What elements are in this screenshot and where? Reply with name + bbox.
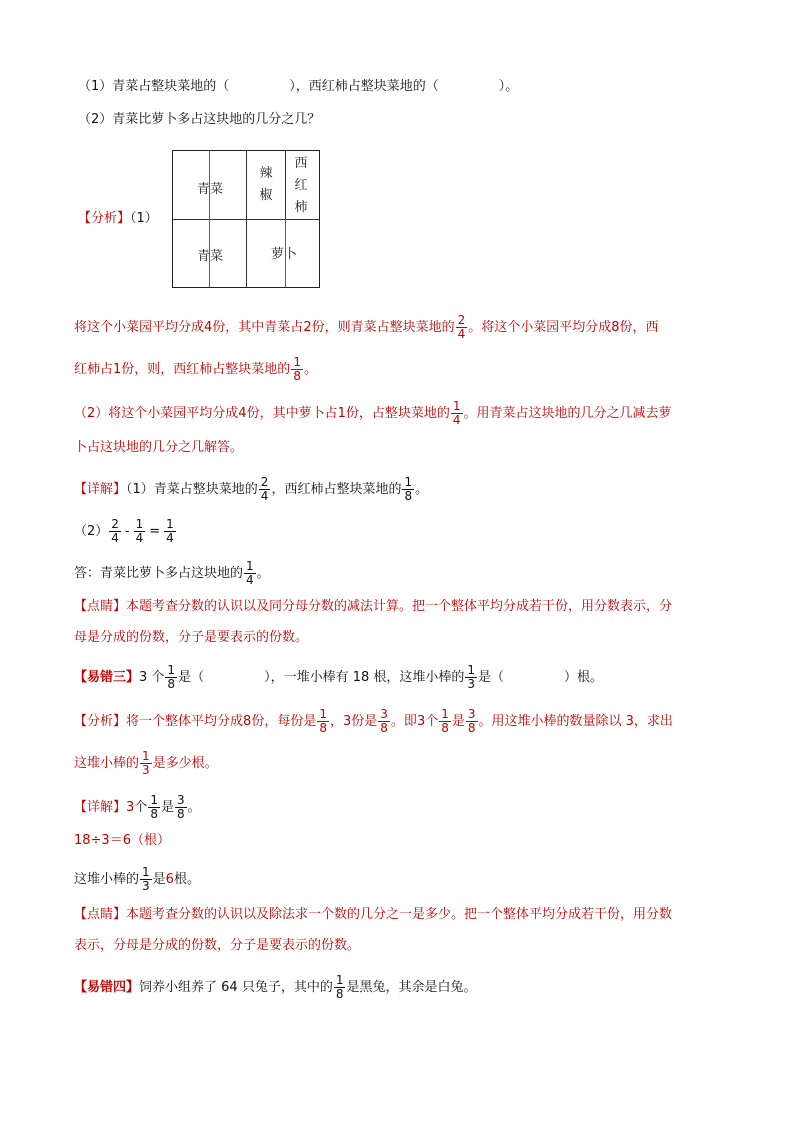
text: ， (329, 714, 343, 729)
numerator: 2 (111, 517, 119, 531)
q1-text-c: ）。 (498, 79, 519, 94)
numerator: 1 (335, 973, 344, 987)
detail3-calc: 18÷3＝6（根） (74, 833, 170, 848)
cell-top-mid-label: 辣椒 (259, 166, 273, 203)
point-tag: 【点睛】 (74, 599, 127, 614)
text: 。 (187, 800, 201, 815)
denominator: 8 (335, 987, 344, 1001)
question-line-2 (78, 110, 320, 130)
text: 份，则，西红柿占整块菜地的 (121, 362, 291, 377)
q2-text: （2）青菜比萝卜多占这块地的几分之几？ (78, 112, 321, 127)
fraction-1-8 (439, 708, 451, 735)
fraction-3-8 (466, 708, 478, 735)
text: 。用这堆小棒的数量除以 3，求出 (478, 714, 673, 729)
text: 。用青菜占这块地的几分之几减去萝 (463, 406, 672, 421)
text: 份，占整块菜地的 (345, 406, 450, 421)
number: 4 (204, 320, 213, 335)
text: 母是分成的份数，分子是要表示的份数。 (74, 630, 309, 645)
text: ，西红柿占整块菜地的 (271, 482, 402, 497)
text: 是（ (478, 670, 505, 685)
denominator: 8 (293, 369, 301, 383)
fraction-1-4 (134, 518, 146, 545)
question-line-1 (78, 77, 518, 97)
number: 1 (113, 362, 122, 377)
fraction-1-8 (291, 356, 303, 383)
detail-tag: 【详解】 (74, 800, 127, 815)
text: 份，则青菜占整块菜地的 (311, 320, 455, 335)
analysis3-line-1 (74, 708, 673, 735)
detail-equation (74, 518, 177, 545)
number: 2 (303, 320, 312, 335)
text: （2）将这个小菜园平均分成 (74, 406, 239, 421)
text: 这堆小棒的 (74, 756, 140, 771)
equals-sign: = (149, 524, 161, 539)
numerator: 1 (142, 749, 150, 763)
number: 3 (416, 714, 426, 729)
vegetable-garden-diagram (172, 150, 320, 288)
error3-question (74, 664, 603, 691)
numerator: 1 (467, 663, 476, 677)
numerator: 1 (293, 355, 301, 369)
number: 4 (238, 406, 247, 421)
text: ）根。 (564, 670, 604, 685)
text: 。将这个小菜园平均分成 (468, 320, 612, 335)
numerator: 1 (246, 559, 254, 573)
fraction-2-4 (109, 518, 121, 545)
denominator: 4 (111, 531, 119, 545)
fraction-1-8 (165, 664, 177, 691)
point3-line-1 (74, 905, 672, 925)
fraction-2-4 (259, 476, 271, 503)
vertical-divider (246, 151, 247, 287)
denominator: 8 (467, 721, 476, 735)
text: 根。 (173, 872, 200, 887)
red-divider-left (209, 151, 210, 287)
cell-top-right-label: 西红柿 (294, 156, 308, 215)
text: 。 (415, 482, 429, 497)
fraction-1-3 (140, 750, 152, 777)
text: ），一堆小棒有 18 根，这堆小棒的 (264, 670, 465, 685)
analysis-part1-label: （1） (130, 211, 158, 226)
text: 。 (303, 362, 317, 377)
fraction-1-3 (140, 866, 152, 893)
numerator: 1 (441, 707, 449, 721)
text: 表示，分母是分成的份数，分子是要表示的份数。 (74, 938, 361, 953)
detail-tag: 【详解】 (74, 482, 127, 497)
text: 将这个小菜园平均分成 (74, 320, 205, 335)
detail3-answer (74, 866, 200, 893)
analysis-heading (78, 209, 158, 229)
text: 卜占这块地的几分之几解答。 (74, 440, 244, 455)
point-tag: 【点睛】 (74, 907, 127, 922)
text: 将一个整体平均分成 (126, 714, 244, 729)
error3-tag: 【易错三】 (74, 670, 140, 685)
numerator: 2 (457, 313, 466, 327)
text: 个 (134, 800, 148, 815)
numerator: 1 (319, 707, 327, 721)
text: 答：青菜比萝卜多占这块地的 (74, 566, 244, 581)
text: 。即 (390, 714, 417, 729)
numerator: 1 (135, 517, 144, 531)
detail-answer (74, 560, 270, 587)
numerator: 1 (142, 865, 150, 879)
error4-tag: 【易错四】 (74, 980, 140, 995)
cell-bottom-left-label: 青菜 (197, 249, 224, 264)
text: 是（ (178, 670, 205, 685)
fraction-1-4 (244, 560, 256, 587)
number: 3 (126, 800, 135, 815)
cell-bottom-right-label: 萝卜 (271, 247, 298, 262)
text: 份是 (351, 714, 378, 729)
numerator: 2 (260, 475, 269, 489)
fraction-1-8 (402, 476, 414, 503)
numerator: 1 (452, 399, 461, 413)
analysis-tag: 【分析】 (74, 714, 127, 729)
text: （2） (74, 524, 109, 539)
denominator: 8 (150, 807, 158, 821)
numerator: 1 (404, 475, 413, 489)
denominator: 8 (404, 489, 413, 503)
number: 3 (342, 714, 352, 729)
text: 饲养小组养了 64 只兔子，其中的 (139, 980, 333, 995)
fraction-1-4 (164, 518, 176, 545)
fraction-3-8 (175, 794, 187, 821)
text: 是多少根。 (152, 756, 218, 771)
fraction-1-4 (451, 400, 463, 427)
denominator: 8 (176, 807, 185, 821)
analysis3-line-2 (74, 750, 218, 777)
analysis-line-4 (74, 438, 243, 458)
denominator: 4 (246, 573, 254, 587)
text: 是 (152, 872, 166, 887)
text: 。 (256, 566, 270, 581)
denominator: 3 (467, 677, 476, 691)
analysis-line-2 (74, 356, 317, 383)
top-right-divider (285, 151, 286, 219)
q1-text-a: （1）青菜占整块菜地的（ (78, 79, 230, 94)
denominator: 8 (380, 721, 388, 735)
detail-line-1 (74, 476, 428, 503)
denominator: 3 (142, 879, 150, 893)
fraction-1-8 (334, 974, 346, 1001)
analysis-tag: 【分析】 (78, 211, 131, 226)
denominator: 4 (452, 413, 461, 427)
text: 份，其中萝卜占 (246, 406, 338, 421)
analysis-line-3 (74, 400, 672, 427)
numerator: 3 (467, 707, 476, 721)
cell-top-left-label: 青菜 (197, 182, 224, 197)
q1-text-b: ），西红柿占整块菜地的（ (289, 79, 439, 94)
number: 6 (165, 872, 174, 887)
text: 这堆小棒的 (74, 872, 140, 887)
denominator: 4 (135, 531, 144, 545)
denominator: 8 (319, 721, 327, 735)
denominator: 4 (166, 531, 174, 545)
analysis-line-1 (74, 314, 659, 341)
minus-sign: - (124, 524, 130, 539)
text: 份，西 (619, 320, 659, 335)
fraction-1-8 (148, 794, 160, 821)
text: 个 (425, 714, 439, 729)
text: 是 (451, 714, 465, 729)
point-line-1 (74, 597, 672, 617)
fraction-2-4 (456, 314, 468, 341)
text: 是 (160, 800, 174, 815)
point-line-2 (74, 628, 308, 648)
denominator: 4 (457, 327, 466, 341)
numerator: 1 (166, 517, 174, 531)
text: 本题考查分数的认识以及除法求一个数的几分之一是多少。把一个整体平均分成若干份，用分数 (126, 907, 673, 922)
text: （1）青菜占整块菜地的 (126, 482, 258, 497)
denominator: 8 (441, 721, 449, 735)
text: 本题考查分数的认识以及同分母分数的减法计算。把一个整体平均分成若干份，用分数表示，分 (126, 599, 673, 614)
text: 份，其中青菜占 (212, 320, 304, 335)
text: 红柿占 (74, 362, 114, 377)
numerator: 3 (380, 707, 388, 721)
fraction-1-8 (317, 708, 329, 735)
text: 是黑兔，其余是白兔。 (346, 980, 477, 995)
number: 8 (611, 320, 620, 335)
numerator: 1 (150, 793, 158, 807)
point3-line-2 (74, 936, 360, 956)
number: 1 (337, 406, 346, 421)
fraction-3-8 (378, 708, 390, 735)
text: 3 个 (139, 670, 165, 685)
fraction-1-3 (465, 664, 477, 691)
numerator: 3 (176, 793, 185, 807)
text: 份，每份是 (251, 714, 317, 729)
detail3-line-1 (74, 794, 201, 821)
error4-question (74, 974, 476, 1001)
denominator: 4 (260, 489, 269, 503)
number: 8 (243, 714, 252, 729)
numerator: 1 (167, 663, 176, 677)
denominator: 8 (167, 677, 176, 691)
denominator: 3 (142, 763, 150, 777)
